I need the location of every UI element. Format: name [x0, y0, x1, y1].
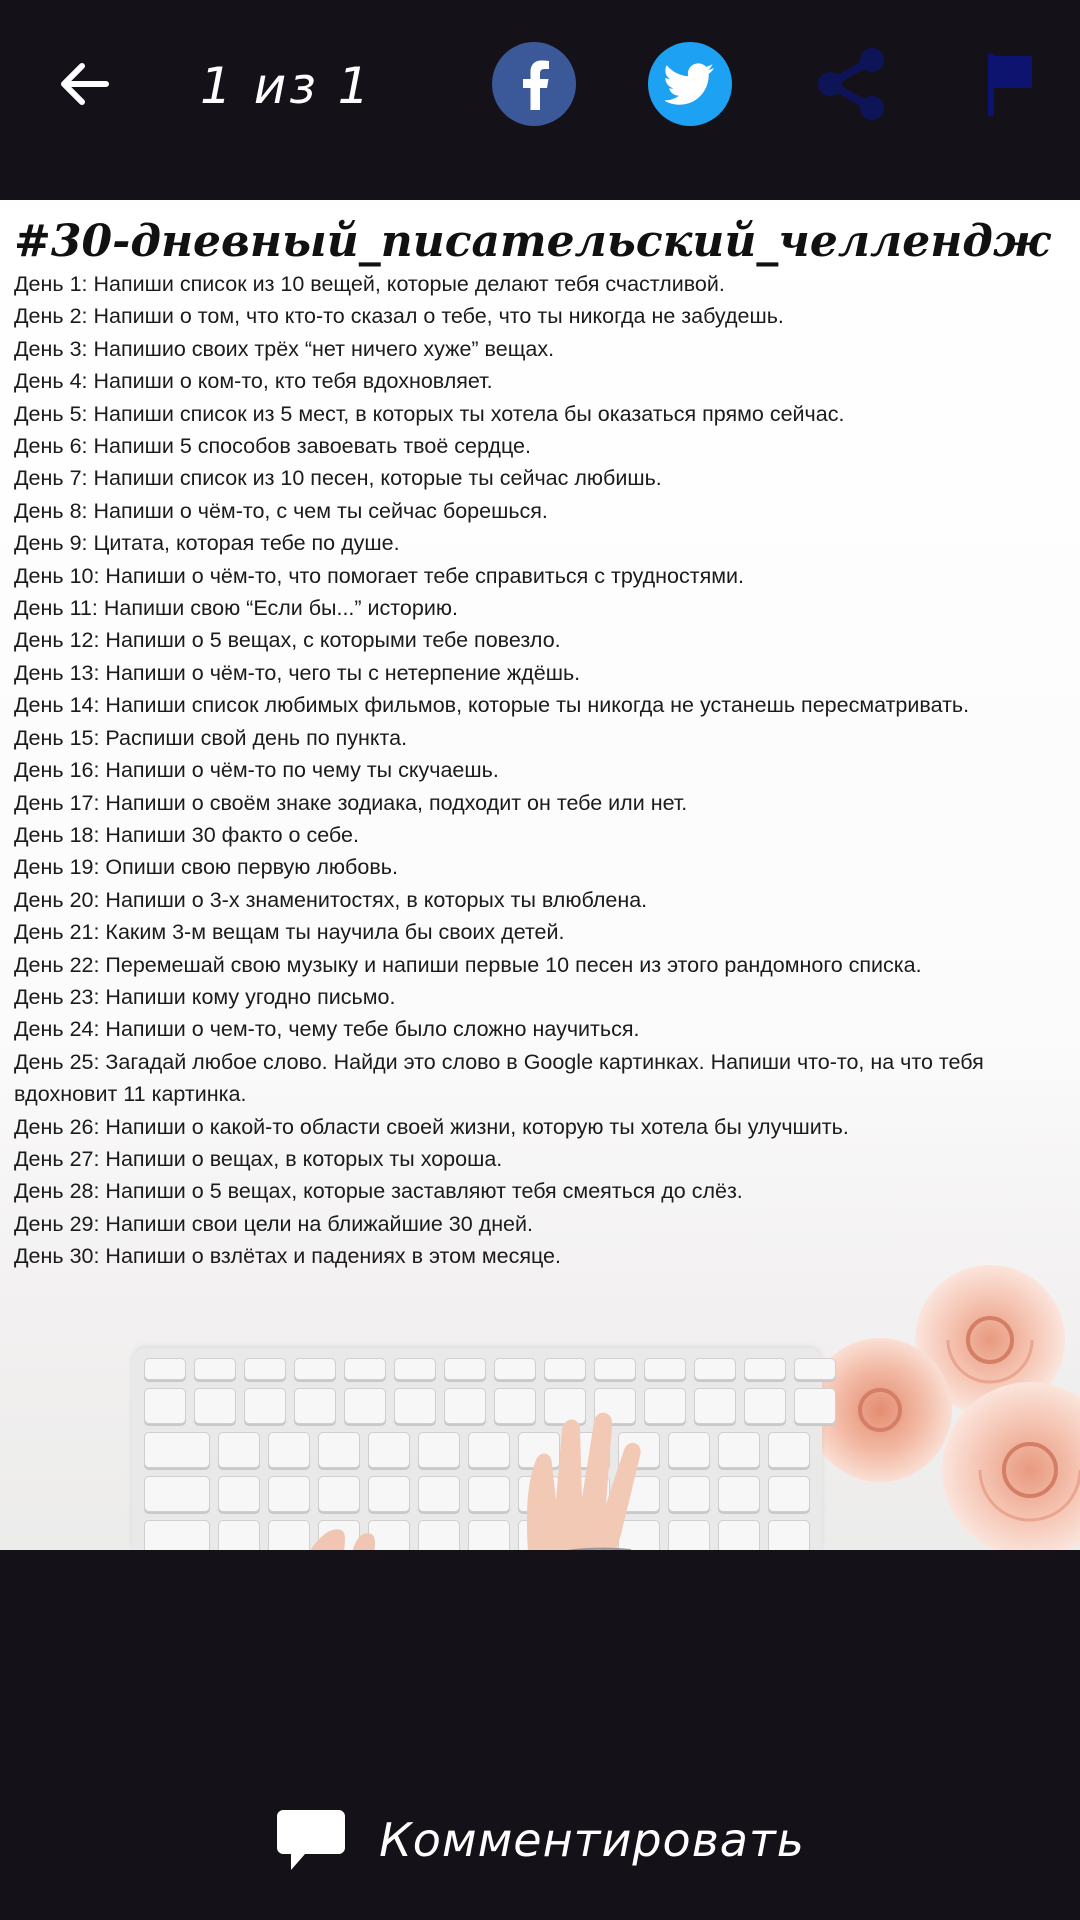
report-flag-button[interactable]: [968, 42, 1052, 126]
list-item: День 2: Напиши о том, что кто-то сказал о тебе, что ты никогда не забудешь.: [14, 304, 784, 329]
post-title: #30-дневный_писательский_челлендж: [14, 216, 1051, 267]
hand-decoration: [500, 1380, 700, 1550]
back-button[interactable]: [44, 44, 124, 124]
twitter-share-button[interactable]: [648, 42, 732, 126]
list-item: День 29: Напиши свои цели на ближайшие 30 дней.: [14, 1211, 534, 1236]
list-item: День 10: Напиши о чём-то, что помогает тебе справиться с трудностями.: [14, 563, 744, 588]
comment-icon: [275, 1804, 347, 1876]
top-bar: [0, 0, 1080, 168]
list-item: День 23: Напиши кому угодно письмо.: [14, 984, 396, 1009]
list-item: День 18: Напиши 30 факто о себе.: [14, 822, 359, 847]
list-item: День 4: Напиши о ком-то, кто тебя вдохновляет.: [14, 369, 493, 394]
list-item: День 28: Напиши о 5 вещах, которые заставляют тебя смеяться до слёз.: [14, 1179, 743, 1204]
comment-label: Комментировать: [379, 1813, 805, 1867]
list-item: День 16: Напиши о чём-то по чему ты скучаешь.: [14, 758, 499, 783]
share-icon: [812, 44, 892, 124]
list-item: День 20: Напиши о 3-х знаменитостях, в которых ты влюблена.: [14, 887, 648, 912]
list-item: День 5: Напиши список из 5 мест, в которых ты хотела бы оказаться прямо сейчас.: [14, 401, 845, 426]
post-image: [0, 200, 1080, 1550]
list-item: День 22: Перемешай свою музыку и напиши первые 10 песен из этого рандомного списка.: [14, 952, 922, 977]
list-item: День 17: Напиши о своём знаке зодиака, подходит он тебе или нет.: [14, 790, 688, 815]
list-item: День 1: Напиши список из 10 вещей, которые делают тебя счастливой.: [14, 272, 725, 296]
list-item: День 13: Напиши о чём-то, чего ты с нетерпение ждёшь.: [14, 660, 581, 685]
image-counter: 1 из 1: [200, 57, 373, 115]
challenge-list: [14, 268, 1076, 1273]
list-item: День 3: Напишио своих трёх “нет ничего хуже” вещах.: [14, 336, 555, 361]
list-item: День 12: Напиши о 5 вещах, с которыми тебе повезло.: [14, 628, 561, 653]
facebook-icon: [514, 58, 554, 110]
list-item: День 8: Напиши о чём-то, с чем ты сейчас борешься.: [14, 498, 548, 523]
list-item: День 27: Напиши о вещах, в которых ты хороша.: [14, 1146, 503, 1171]
twitter-icon: [665, 63, 715, 105]
list-item: День 30: Напиши о взлётах и падениях в этом месяце.: [14, 1244, 561, 1269]
left-hand-decoration: [295, 1500, 415, 1550]
list-item: День 11: Напиши свою “Если бы...” историю.: [14, 596, 458, 621]
keyboard-decoration: [132, 1348, 822, 1550]
list-item: День 14: Напиши список любимых фильмов, которые ты никогда не устанешь пересматривать.: [14, 693, 970, 718]
list-item: День 6: Напиши 5 способов завоевать твоё сердце.: [14, 434, 531, 459]
facebook-share-button[interactable]: [492, 42, 576, 126]
list-item: День 26: Напиши о какой-то области своей жизни, которую ты хотела бы улучшить.: [14, 1114, 849, 1139]
list-item: День 21: Каким 3-м вещам ты научила бы своих детей.: [14, 920, 565, 945]
list-item: День 19: Опиши свою первую любовь.: [14, 855, 398, 880]
share-button[interactable]: [810, 42, 894, 126]
flag-icon: [978, 48, 1042, 120]
list-item: День 7: Напиши список из 10 песен, которые ты сейчас любишь.: [14, 466, 662, 491]
list-item: День 25: Загадай любое слово. Найди это слово в Google картинках. Напиши что-то, на что тебя вдохновит 11 картинка.: [14, 1049, 984, 1107]
list-item: День 15: Распиши свой день по пункта.: [14, 725, 408, 750]
arrow-left-icon: [56, 56, 112, 112]
list-item: День 9: Цитата, которая тебе по душе.: [14, 531, 400, 556]
comment-button[interactable]: [0, 1780, 1080, 1900]
list-item: День 24: Напиши о чем-то, чему тебе было сложно научиться.: [14, 1017, 640, 1042]
